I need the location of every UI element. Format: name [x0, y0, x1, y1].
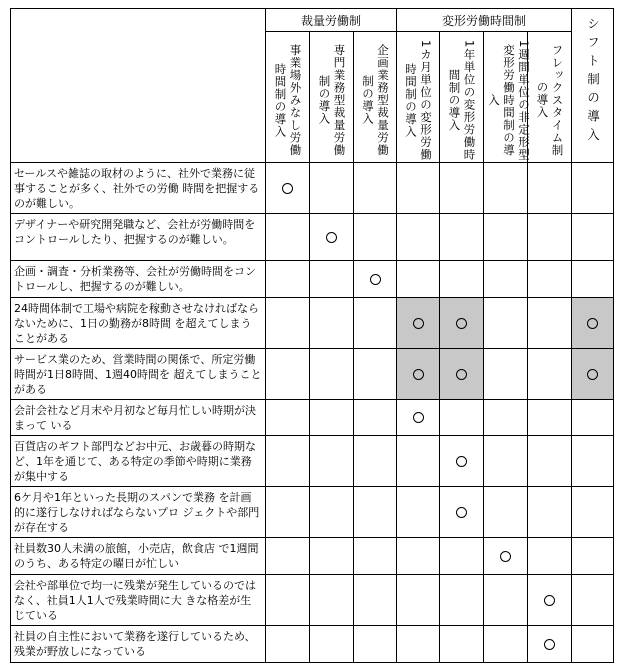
matrix-cell: [266, 298, 310, 349]
matrix-cell: [440, 261, 484, 298]
circle-mark-icon: [370, 274, 381, 285]
matrix-cell: [484, 163, 528, 214]
matrix-cell: [397, 261, 440, 298]
matrix-cell: [572, 575, 614, 626]
column-header: [528, 32, 572, 163]
matrix-cell: [397, 487, 440, 538]
table-row: [11, 487, 614, 538]
matrix-cell: [266, 261, 310, 298]
row-label: 会社や部単位で均一に残業が発生しているのではなく、社員1人1人で残業時間に大 きな格差が生じている: [11, 575, 266, 626]
column-header-label: 1週間単位の非定形型変形労働時間制の導入: [487, 39, 532, 161]
row-label: 24時間体制で工場や病院を稼動させなければならないために、1日の勤務が8時間 を超えてしまうことがある: [11, 298, 266, 349]
matrix-cell: [266, 400, 310, 436]
table-row: [11, 436, 614, 487]
circle-mark-icon: [326, 232, 337, 243]
matrix-cell: [397, 538, 440, 575]
matrix-cell: [572, 349, 614, 400]
matrix-cell: [310, 214, 354, 261]
row-label: 6ケ月や1年といった長期のスパンで業務 を計画的に遂行しなければならないプロ ジェクトや部門が存在する: [11, 487, 266, 538]
row-label: 企画・調査・分析業務等、会社が労働時間をコントロールし、把握するのが難しい。: [11, 261, 266, 298]
circle-mark-icon: [587, 318, 598, 329]
matrix-cell: [397, 400, 440, 436]
matrix-cell: [572, 538, 614, 575]
column-header-label: フレックスタイム制の導入: [535, 43, 565, 157]
matrix-cell: [397, 163, 440, 214]
matrix-cell: [440, 400, 484, 436]
circle-mark-icon: [413, 369, 424, 380]
circle-mark-icon: [587, 369, 598, 380]
matrix-cell: [397, 298, 440, 349]
matrix-cell: [440, 575, 484, 626]
matrix-cell: [354, 261, 397, 298]
matrix-cell: [440, 163, 484, 214]
table-row: [11, 261, 614, 298]
row-label: 百貨店のギフト部門などお中元、お歳暮の時期など、1年を通じて、ある特定の季節や時期に業務が集中する: [11, 436, 266, 487]
matrix-cell: [528, 214, 572, 261]
matrix-cell: [484, 575, 528, 626]
table-row: [11, 298, 614, 349]
table-row: [11, 214, 614, 261]
corner-cell: [11, 9, 266, 163]
table-row: [11, 163, 614, 214]
matrix-cell: [528, 163, 572, 214]
matrix-cell: [572, 487, 614, 538]
column-header: [310, 32, 354, 163]
matrix-cell: [266, 487, 310, 538]
matrix-cell: [528, 349, 572, 400]
matrix-cell: [572, 163, 614, 214]
matrix-cell: [572, 214, 614, 261]
circle-mark-icon: [544, 639, 555, 650]
column-header: [440, 32, 484, 163]
table-row: [11, 349, 614, 400]
column-header: [354, 32, 397, 163]
matrix-cell: [484, 538, 528, 575]
matrix-cell: [440, 214, 484, 261]
matrix-cell: [310, 487, 354, 538]
matrix-cell: [528, 261, 572, 298]
circle-mark-icon: [456, 369, 467, 380]
group-header-variable: 変形労働時間制: [397, 9, 572, 32]
matrix-cell: [310, 400, 354, 436]
matrix-cell: [528, 538, 572, 575]
table-row: [11, 575, 614, 626]
matrix-cell: [484, 349, 528, 400]
matrix-cell: [266, 575, 310, 626]
matrix-cell: [354, 487, 397, 538]
matrix-cell: [397, 214, 440, 261]
circle-mark-icon: [500, 551, 511, 562]
circle-mark-icon: [456, 507, 467, 518]
matrix-cell: [484, 487, 528, 538]
column-header: [484, 32, 532, 163]
matrix-cell: [354, 163, 397, 214]
column-header-label: 専門業務型裁量労働制の導入: [317, 43, 347, 157]
matrix-cell: [528, 400, 572, 436]
table-row: [11, 400, 614, 436]
matrix-cell: [528, 487, 572, 538]
table-row: [11, 538, 614, 575]
matrix-cell: [354, 575, 397, 626]
matrix-cell: [440, 538, 484, 575]
column-header: [397, 32, 440, 163]
matrix-cell: [572, 261, 614, 298]
matrix-cell: [572, 400, 614, 436]
matrix-cell: [440, 349, 484, 400]
matrix-cell: [310, 349, 354, 400]
matrix-cell: [440, 436, 484, 487]
column-header: [266, 32, 310, 163]
matrix-cell: [397, 349, 440, 400]
matrix-cell: [266, 349, 310, 400]
matrix-cell: [354, 538, 397, 575]
circle-mark-icon: [456, 318, 467, 329]
matrix-cell: [310, 261, 354, 298]
matrix-cell: [354, 214, 397, 261]
column-header-label: 1年単位の変形労働時間制の導入: [447, 39, 477, 161]
matrix-cell: [572, 436, 614, 487]
column-header-label: 1カ月単位の変形労働時間制の導入: [404, 39, 434, 161]
matrix-cell: [310, 298, 354, 349]
matrix-cell: [310, 575, 354, 626]
matrix-cell: [484, 400, 528, 436]
matrix-cell: [484, 214, 528, 261]
row-label: 社員数30人未満の旅館，小売店，飲食店 で1週間のうち、ある特定の曜日が忙しい: [11, 538, 266, 575]
matrix-cell: [310, 436, 354, 487]
matrix-cell: [528, 298, 572, 349]
matrix-cell: [266, 214, 310, 261]
group-header-discretionary: 裁量労働制: [266, 9, 397, 32]
column-header-shift-label: シフト制の導入: [585, 17, 601, 147]
matrix-body: [11, 163, 614, 663]
column-header-label: 企画業務型裁量労働制の導入: [361, 43, 391, 157]
row-label: サービス業のため、営業時間の関係で、所定労働時間が1日8時間、1週40時間を 超えてしまうことがある: [11, 349, 266, 400]
matrix-cell: [354, 298, 397, 349]
matrix-cell: [528, 436, 572, 487]
circle-mark-icon: [413, 318, 424, 329]
row-label: 社員の自主性において業務を遂行しているため、残業が野放しになっている: [11, 626, 266, 663]
matrix-cell: [266, 538, 310, 575]
work-system-matrix: [10, 8, 614, 663]
matrix-cell: [440, 487, 484, 538]
matrix-cell: [440, 298, 484, 349]
matrix-cell: [528, 575, 572, 626]
circle-mark-icon: [282, 183, 293, 194]
matrix-cell: [484, 261, 528, 298]
matrix-cell: [310, 163, 354, 214]
matrix-cell: [484, 436, 528, 487]
matrix-cell: [354, 349, 397, 400]
matrix-cell: [266, 163, 310, 214]
circle-mark-icon: [544, 595, 555, 606]
column-header-label: 事業場外みなし労働時間制の導入: [273, 43, 303, 157]
matrix-cell: [484, 298, 528, 349]
row-label: デザイナーや研究開発職など、会社が労働時間をコントロールしたり、把握するのが難しい。: [11, 214, 266, 261]
matrix-cell: [310, 538, 354, 575]
matrix-cell: [354, 436, 397, 487]
matrix-cell: [397, 436, 440, 487]
row-label: セールスや雑誌の取材のように、社外で業務に従事することが多く、社外での労働 時間を把握するのが難しい。: [11, 163, 266, 214]
matrix-cell: [354, 400, 397, 436]
matrix-cell: [572, 298, 614, 349]
circle-mark-icon: [456, 456, 467, 467]
column-header-shift: [572, 9, 614, 163]
matrix-cell: [397, 575, 440, 626]
row-label: 会計会社など月末や月初など毎月忙しい時期が決まって いる: [11, 400, 266, 436]
matrix-cell: [266, 436, 310, 487]
circle-mark-icon: [413, 412, 424, 423]
